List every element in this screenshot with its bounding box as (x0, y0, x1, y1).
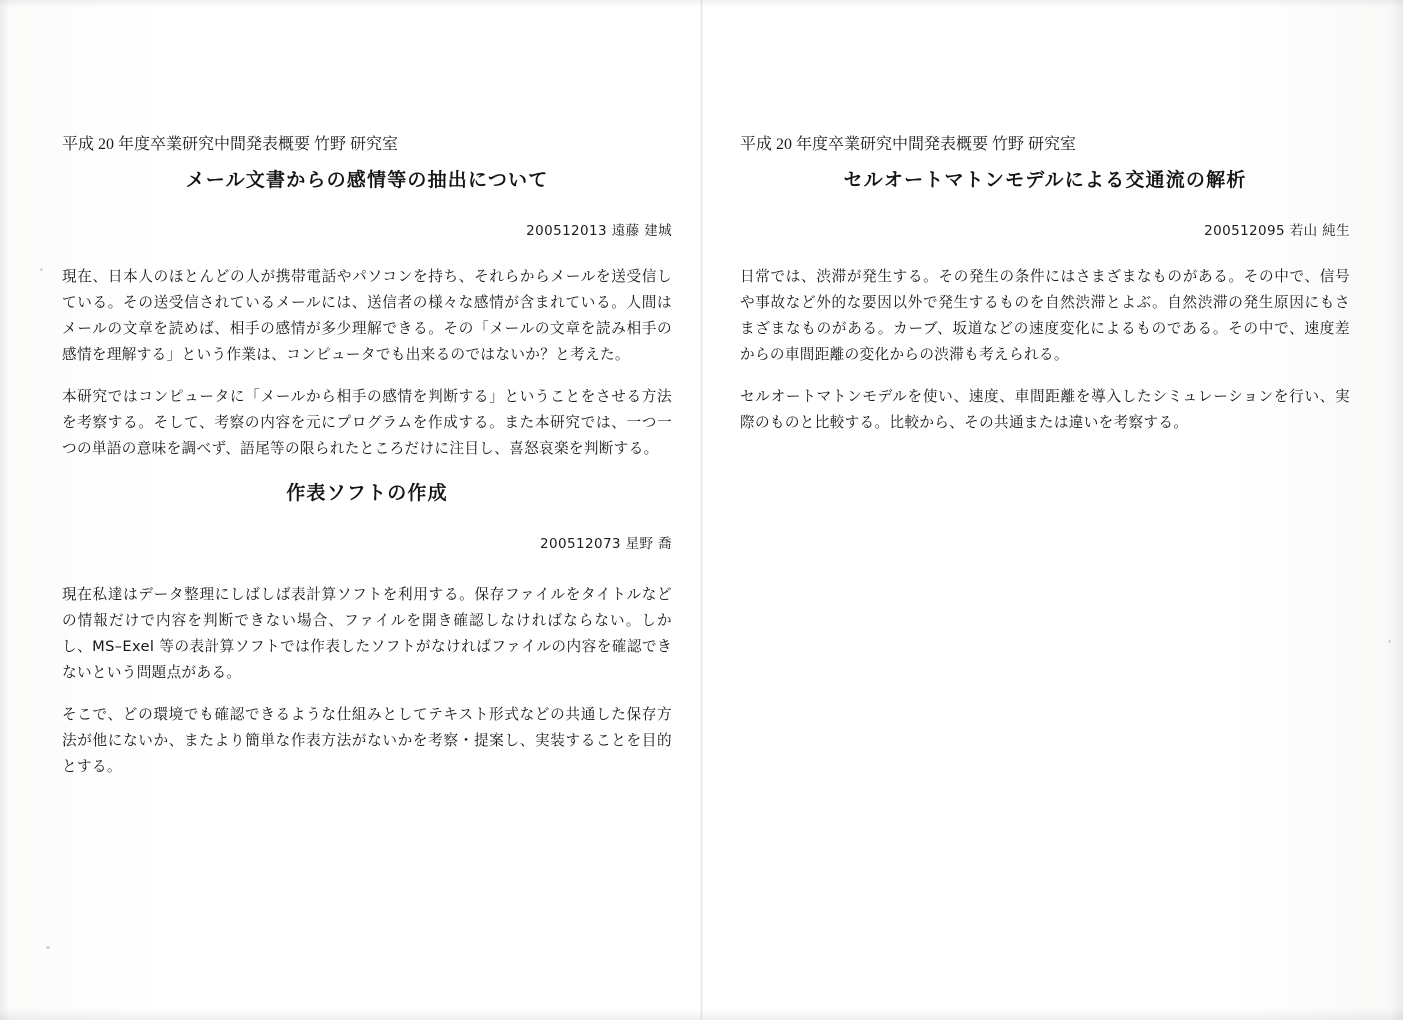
paragraph: そこで、どの環境でも確認できるような仕組みとしてテキスト形式などの共通した保存方法が他にないか、またより簡単な作表方法がないかを考察・提案し、実装することを目的とする。 (62, 706, 672, 775)
running-head-right: 平成 20 年度卒業研究中間発表概要 竹野 研究室 (740, 136, 1077, 153)
scan-speck (40, 268, 43, 271)
article-body (62, 264, 672, 462)
page-edge-shadow-right (1389, 0, 1403, 1020)
scan-speck (46, 946, 50, 949)
paragraph: セルオートマトンモデルを使い、速度、車間距離を導入したシミュレーションを行い、実際のものと比較する。比較から、その共通または違いを考察する。 (740, 388, 1350, 431)
article-table-software (62, 478, 672, 796)
paragraph: 現在、日本人のほとんどの人が携帯電話やパソコンを持ち、それらからメールを送受信している。その送受信されているメールには、送信者の様々な感情が含まれている。人間はメールの文章を読めば、相手の感情が多少理解できる。その「メールの文章を読み相手の感情を理解する」という作業は、コンピュータでも出来るのではないか？と考えた。 (62, 268, 672, 363)
paragraph: 日常では、渋滞が発生する。その発生の条件にはさまざまなものがある。その中で、信号や事故など外的な要因以外で発生するものを自然渋滞とよぶ。自然渋滞の発生原因にもさまざまなものがある。カーブ、坂道などの速度変化によるものである。その中で、速度差からの車間距離の変化からの渋滞も考えられる。 (740, 268, 1350, 363)
article-cellular-automaton-traffic (740, 165, 1350, 452)
paragraph: 現在私達はデータ整理にしばしば表計算ソフトを利用する。保存ファイルをタイトルなどの情報だけで内容を判断できない場合、ファイルを開き確認しなければならない。しかし、MS–Exel 等の表計算ソフトでは作表したソフトがなければファイルの内容を確認できないという問題点がある。 (62, 586, 672, 681)
page-edge-shadow-left (0, 0, 10, 1020)
article-mail-emotion (62, 165, 672, 478)
paragraph: 本研究ではコンピュータに「メールから相手の感情を判断する」ということをさせる方法を考察する。そして、考察の内容を元にプログラムを作成する。また本研究では、一つ一つの単語の意味を調べず、語尾等の限られたところだけに注目し、喜怒哀楽を判断する。 (62, 388, 672, 457)
article-title: 作表ソフトの作成 (286, 482, 448, 504)
page-fold-seam (700, 0, 703, 1020)
article-body (740, 264, 1350, 436)
scan-speck (1388, 640, 1391, 643)
article-title: メール文書からの感情等の抽出について (185, 169, 549, 191)
article-byline: 200512073 星野 喬 (540, 536, 672, 552)
article-byline: 200512013 遠藤 建城 (526, 223, 672, 239)
running-head-left: 平成 20 年度卒業研究中間発表概要 竹野 研究室 (62, 136, 399, 153)
article-body (62, 582, 672, 780)
article-byline: 200512095 若山 純生 (1204, 223, 1350, 239)
article-title: セルオートマトンモデルによる交通流の解析 (843, 169, 1247, 191)
